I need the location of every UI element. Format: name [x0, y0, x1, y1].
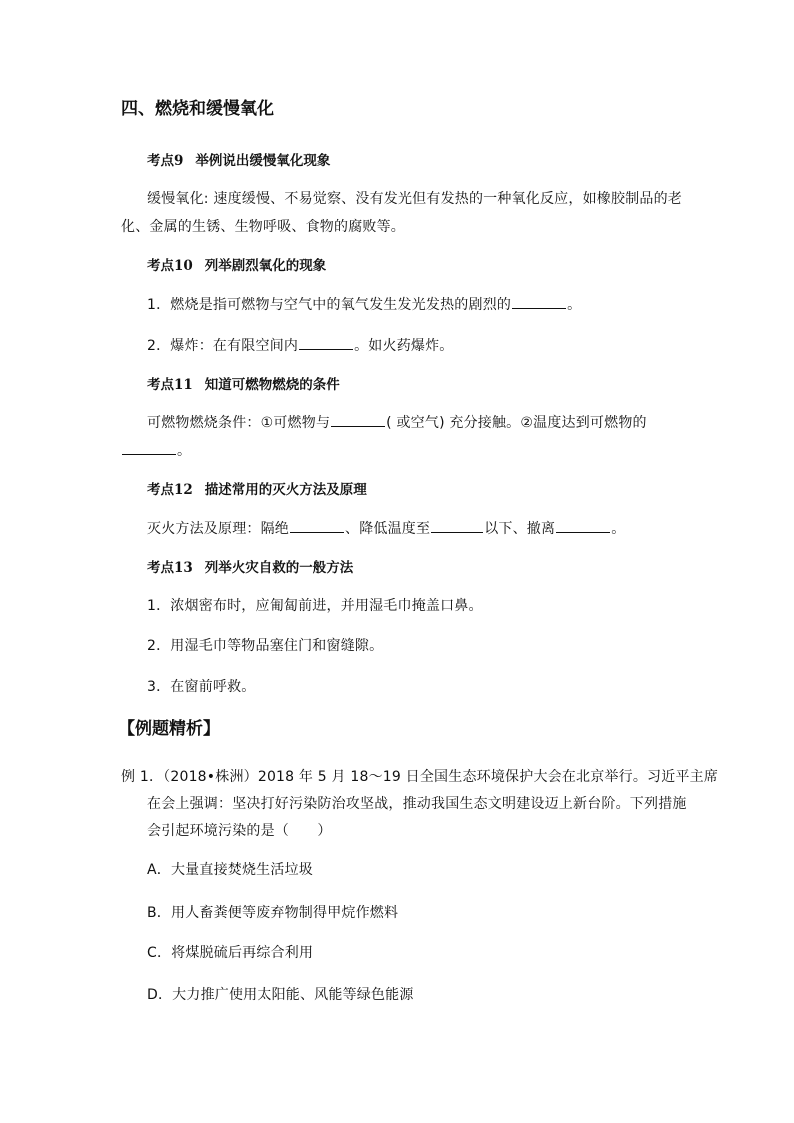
fill-blank[interactable]	[299, 335, 353, 350]
example1-line3: 会引起环境污染的是（ ）	[147, 823, 332, 839]
point13-title: 列举火灾自救的一般方法	[204, 560, 354, 576]
point9-line1: 缓慢氧化: 速度缓慢、不易觉察、没有发光但有发热的一种氧化反应，如橡胶制品的老	[147, 191, 682, 207]
point11-line1-text: 可燃物燃烧条件：①可燃物与	[147, 415, 331, 431]
example1-line1: 例 1．（2018•株洲）2018 年 5 月 18～19 日全国生态环境保护大会在北京举行。习近平主席	[121, 769, 719, 785]
point12-mid2: 以下、撤离	[484, 521, 556, 537]
point11-title: 知道可燃物燃烧的条件	[204, 377, 340, 393]
point11-line2	[121, 440, 191, 461]
point9-label: 考点9	[147, 153, 184, 169]
fill-blank[interactable]	[512, 294, 566, 309]
point10-title: 列举剧烈氧化的现象	[204, 258, 327, 274]
option-c[interactable]: C．将煤脱硫后再综合利用	[147, 945, 314, 961]
point10-item1-text: 1．燃烧是指可燃物与空气中的氧气发生发光发热的剧烈的	[147, 297, 512, 313]
fill-blank[interactable]	[556, 518, 610, 533]
point10-item1	[147, 294, 581, 315]
fill-blank[interactable]	[331, 412, 385, 427]
point13-item: 3．在窗前呼救。	[147, 679, 256, 695]
option-b[interactable]: B．用人畜粪便等废弃物制得甲烷作燃料	[147, 905, 399, 921]
point13-heading	[147, 558, 353, 578]
point9-line2: 化、金属的生锈、生物呼吸、食物的腐败等。	[121, 219, 405, 235]
point11-line2-end: 。	[177, 443, 192, 459]
fill-blank[interactable]	[290, 518, 344, 533]
point12-heading	[147, 480, 367, 500]
point10-item2-end: 。如火药爆炸。	[354, 338, 454, 354]
section-title: 四、燃烧和缓慢氧化	[121, 99, 274, 119]
option-d[interactable]: D．大力推广使用太阳能、风能等绿色能源	[147, 987, 414, 1003]
point10-item2	[147, 335, 454, 356]
point12-end: 。	[611, 521, 626, 537]
point13-item: 1．浓烟密布时，应匍匐前进，并用湿毛巾掩盖口鼻。	[147, 598, 483, 614]
point10-item1-end: 。	[567, 297, 582, 313]
point9-title: 举例说出缓慢氧化现象	[195, 153, 331, 169]
option-a[interactable]: A．大量直接焚烧生活垃圾	[147, 862, 313, 878]
point11-line1-rest: ( 或空气) 充分接触。②温度达到可燃物的	[386, 415, 647, 431]
point12-mid1: 、降低温度至	[345, 521, 431, 537]
fill-blank[interactable]	[122, 440, 176, 455]
point12-line	[147, 518, 625, 539]
point10-label: 考点10	[147, 258, 193, 274]
example-header: 【例题精析】	[118, 719, 220, 739]
example1-line2: 在会上强调：坚决打好污染防治攻坚战，推动我国生态文明建设迈上新台阶。下列措施	[147, 796, 687, 812]
point11-line1	[147, 412, 647, 433]
point11-label: 考点11	[147, 377, 193, 393]
point10-heading	[147, 256, 326, 276]
point12-text: 灭火方法及原理：隔绝	[147, 521, 289, 537]
point12-title: 描述常用的灭火方法及原理	[204, 482, 367, 498]
point10-item2-text: 2．爆炸：在有限空间内	[147, 338, 299, 354]
point12-label: 考点12	[147, 482, 193, 498]
point13-label: 考点13	[147, 560, 193, 576]
point9-heading	[147, 151, 330, 171]
point13-item: 2．用湿毛巾等物品塞住门和窗缝隙。	[147, 638, 384, 654]
point11-heading	[147, 375, 340, 395]
fill-blank[interactable]	[431, 518, 483, 533]
